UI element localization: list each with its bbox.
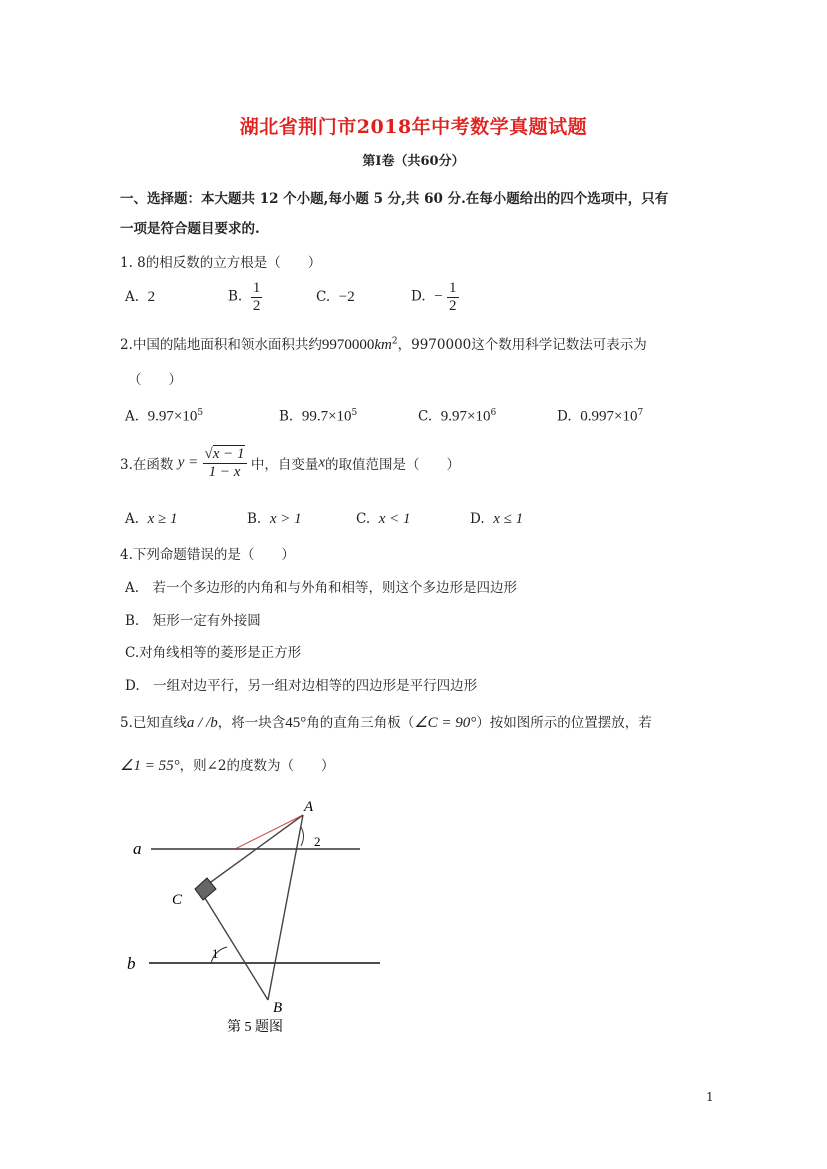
side-CA-red <box>235 815 303 849</box>
q4-option-d: D. 一组对边平行，另一组对边相等的四边形是平行四边形 <box>125 678 478 694</box>
q2-c-base: 9.97×10 <box>440 408 491 425</box>
q3-option-c <box>356 511 411 528</box>
q3-b-label: B. <box>247 511 262 527</box>
q1-option-a <box>125 289 155 306</box>
q4-option-b: B. 矩形一定有外接圆 <box>125 613 261 629</box>
q2-stem-post: ，9970000这个数用科学记数法可表示为 <box>397 337 647 353</box>
q2-option-d <box>557 408 643 426</box>
q1-b-numerator: 1 <box>252 280 261 296</box>
q3-d-value: x ≤ 1 <box>493 511 524 527</box>
page-title: 湖北省荆门市2018年中考数学真题试题 <box>239 116 588 138</box>
q5-stem-pre: 5.已知直线 <box>120 715 187 731</box>
q3-option-a <box>125 511 178 528</box>
side-AB <box>268 815 303 1000</box>
q3-d-label: D. <box>470 511 485 527</box>
figure-caption: 第 5 题图 <box>227 1020 283 1035</box>
q5-angle1: ∠1 = 55° <box>120 758 180 774</box>
q2-c-label: C. <box>418 408 433 425</box>
section-header-line2: 一项是符合题目要求的. <box>120 221 260 237</box>
q1-stem: 1. 8的相反数的立方根是（ ） <box>120 255 322 271</box>
q3-option-d <box>470 511 523 528</box>
q2-b-base: 99.7×10 <box>301 408 352 425</box>
page-subtitle: 第Ⅰ卷（共60分） <box>362 154 465 169</box>
q2-paren: （ ） <box>128 372 182 388</box>
section-header-line1: 一、选择题：本大题共 12 个小题,每小题 5 分,共 60 分.在每小题给出的四个选项中，只有 <box>120 191 669 207</box>
q2-b-exponent: 5 <box>351 408 358 418</box>
q5-stem <box>120 711 652 732</box>
q1-c-value: −2 <box>338 289 355 305</box>
q1-c-label: C. <box>316 289 331 305</box>
q1-b-denominator: 2 <box>252 297 261 314</box>
q5-stem-mid: ，将一块含 <box>217 715 286 731</box>
q2-option-c <box>418 408 496 426</box>
q2-stem-pre: 2.中国的陆地面积和领水面积共约 <box>120 337 322 353</box>
angle2-arc <box>301 827 304 846</box>
q5-angle-c: ∠C = 90° <box>414 715 477 731</box>
q2-d-exponent: 7 <box>637 408 644 418</box>
angle1-label: 1 <box>212 946 219 961</box>
q1-option-d <box>411 280 459 314</box>
q3-a-label: A. <box>125 511 140 527</box>
q4-stem: 4.下列命题错误的是（ ） <box>120 547 295 563</box>
q3-c-value: x < 1 <box>378 511 411 527</box>
q2-option-b <box>279 408 357 426</box>
q5-figure <box>115 790 395 1040</box>
page-number: 1 <box>706 1090 714 1104</box>
q2-d-label: D. <box>557 408 572 425</box>
q1-option-b <box>228 280 262 314</box>
angle2-label: 2 <box>314 834 321 849</box>
q1-d-sign: − <box>434 288 443 305</box>
q2-stem <box>120 333 647 354</box>
q1-option-c <box>316 289 355 306</box>
q2-a-label: A. <box>125 408 140 425</box>
q3-b-value: x > 1 <box>269 511 302 527</box>
q1-d-numerator: 1 <box>449 280 457 296</box>
q2-a-exponent: 5 <box>197 408 204 418</box>
vertex-C: C <box>172 892 183 908</box>
vertex-B: B <box>273 1000 283 1016</box>
q2-d-base: 0.997×10 <box>580 408 638 425</box>
q3-var: x <box>318 454 325 471</box>
q4-option-a: A. 若一个多边形的内角和与外角和相等，则这个多边形是四边形 <box>125 580 518 596</box>
q1-b-fraction <box>251 280 263 314</box>
q3-numerator: √x − 1 <box>204 446 245 462</box>
q3-radicand: x − 1 <box>212 446 245 462</box>
vertex-A: A <box>304 799 314 815</box>
q1-d-fraction <box>447 280 459 314</box>
q1-a-label: A. <box>125 289 140 305</box>
q3-stem-post: 的取值范围是（ ） <box>325 457 460 473</box>
q3-denominator: 1 − x <box>208 463 241 480</box>
q3-option-b <box>247 511 302 528</box>
q3-stem-mid: 中，自变量 <box>250 457 319 473</box>
q5-deg45: 45° <box>285 715 307 731</box>
q2-a-base: 9.97×10 <box>147 408 198 425</box>
q3-a-value: x ≥ 1 <box>147 511 178 527</box>
q5-stem-line2 <box>120 754 334 775</box>
q2-b-label: B. <box>279 408 294 425</box>
q1-d-label: D. <box>411 288 426 305</box>
q2-unit: km <box>374 337 392 353</box>
q2-number: 9970000 <box>321 337 375 353</box>
q2-option-a <box>125 408 203 426</box>
side-CA <box>200 815 303 890</box>
q2-c-exponent: 6 <box>490 408 497 418</box>
q2-unit-exponent: 2 <box>391 336 398 347</box>
q5-line2-post: ，则∠2的度数为（ ） <box>179 758 335 774</box>
q3-stem-pre: 3.在函数 <box>120 457 174 473</box>
q3-stem <box>120 446 460 480</box>
q3-fraction <box>203 446 247 480</box>
label-a: a <box>133 839 142 858</box>
q3-c-label: C. <box>356 511 371 527</box>
q1-a-value: 2 <box>147 289 156 305</box>
label-b: b <box>127 954 136 973</box>
q5-parallel: a / /b <box>186 715 218 731</box>
q1-d-denominator: 2 <box>449 297 457 314</box>
q5-stem-post: ）按如图所示的位置摆放，若 <box>476 715 652 731</box>
q4-option-c: C.对角线相等的菱形是正方形 <box>125 645 302 661</box>
q5-stem-mid2: 角的直角三角板（ <box>306 715 415 731</box>
q3-y-eq: y = <box>177 454 199 471</box>
side-CB <box>200 890 268 1000</box>
q1-b-label: B. <box>228 288 243 305</box>
